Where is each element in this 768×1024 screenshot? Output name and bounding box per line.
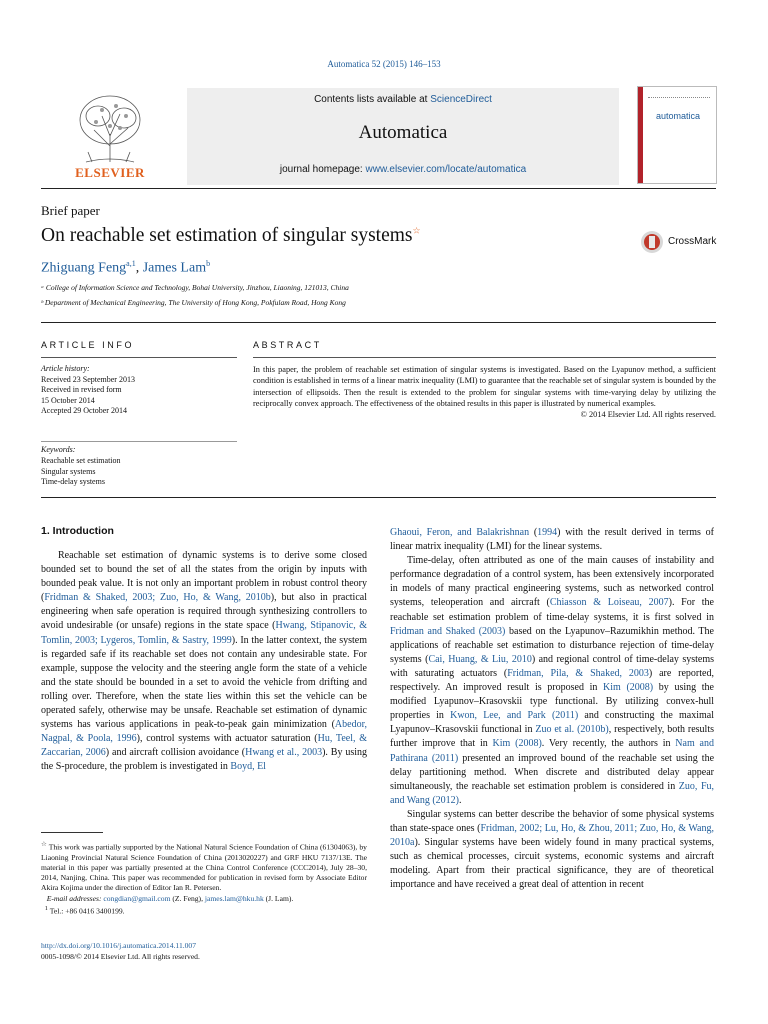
ref-hwang-2003[interactable]: Hwang et al., 2003	[245, 747, 323, 759]
footnotes	[41, 840, 367, 916]
left-column	[41, 549, 367, 775]
keyword-item: Reachable set estimation	[41, 455, 121, 465]
doi-block	[41, 940, 200, 962]
ref-kim[interactable]: Kim (2008)	[603, 682, 654, 694]
abstract	[253, 364, 716, 420]
sciencedirect-link[interactable]: ScienceDirect	[430, 94, 492, 105]
issn-line: 0005-1098/© 2014 Elsevier Ltd. All rights reserved.	[41, 952, 200, 961]
cover-spine	[638, 87, 643, 183]
keyword-item: Singular systems	[41, 466, 96, 476]
homepage-line	[187, 164, 619, 175]
email-feng-name: (Z. Feng),	[170, 893, 205, 903]
ref-kim-2[interactable]: Kim (2008)	[492, 738, 542, 750]
email-lam-link[interactable]: james.lam@hku.hk	[204, 893, 264, 903]
ref-boyd[interactable]: Boyd, El	[230, 761, 266, 773]
abstract-heading: ABSTRACT	[253, 340, 322, 350]
footnote-rule	[41, 832, 103, 833]
abstract-rule	[253, 357, 716, 358]
text-run: based on the Lyapunov–Razumikhin method. The applications of reachable set estimation to disturbance rejection of time-delay systems (	[390, 625, 714, 665]
email-label: E-mail addresses:	[46, 893, 104, 903]
intro-paragraph-2	[390, 554, 714, 808]
text-run: Singular systems can better describe the behavior of some physical systems than state-space ones (	[390, 808, 714, 834]
ref-fridman-zuo[interactable]: Fridman & Shaked, 2003; Zuo, Ho, & Wang, 2010b	[44, 592, 271, 604]
abstract-copyright: © 2014 Elsevier Ltd. All rights reserved.	[580, 410, 716, 420]
keywords	[41, 445, 237, 488]
ref-abedor[interactable]: Abedor, Nagpal, & Poola, 1996	[41, 719, 367, 745]
right-column	[390, 526, 714, 892]
keyword-item: Time-delay systems	[41, 477, 105, 487]
author-separator: ,	[135, 260, 143, 276]
text-run: .	[459, 794, 462, 806]
ref-chiasson[interactable]: Chiasson & Loiseau, 2007	[549, 597, 669, 609]
history-accepted: Accepted 29 October 2014	[41, 406, 127, 415]
ref-hu-teel[interactable]: Hu, Teel, & Zaccarian, 2006	[41, 733, 367, 759]
funding-footnote	[41, 840, 367, 894]
article-title-text: On reachable set estimation of singular systems	[41, 225, 413, 246]
ref-fridman-pila[interactable]: Fridman, Pila, & Shaked, 2003	[507, 667, 649, 679]
ref-kwon[interactable]: Kwon, Lee, and Park (2011)	[450, 710, 579, 722]
contents-line	[187, 94, 619, 105]
doi-link[interactable]: http://dx.doi.org/10.1016/j.automatica.2014.11.007	[41, 941, 197, 950]
text-run: ) with the result derived in terms of linear matrix inequality (LMI) for the linear systems.	[390, 527, 714, 553]
history-label: Article history:	[41, 364, 90, 373]
cover-title: automatica	[656, 111, 701, 121]
history-revised-date: 15 October 2014	[41, 395, 95, 405]
text-run: ). In the latter context, the system is regarded safe if its reachable set does not contain any undesirable state. For example, suppose the velocity and the steering angle form the state of a vehicle and the state should be bounded in a set to avoid the vehicle from drifting and rolling over. Therefore, when the state lies within this set the vehicle can be operated safely, otherwise may be unsafe. Reachable set estimation of dynamic systems has various applications in peak-to-peak gain minimization (	[41, 634, 367, 731]
text-run: Time-delay, often attributed as one of the main causes of instability and performance degradation of a control system, has been extensively incorporated in models of many practical engineering systems, such as networked control systems, teleoperation and aircraft (	[390, 555, 714, 609]
text-run: Reachable set estimation of dynamic systems is to derive some closed bounded set to bound the set of all the states from the origin by inputs with bounded peak value. It is not only an important problem in robust control theory (	[41, 550, 367, 604]
ref-hwang-lygeros[interactable]: Hwang, Stipanovic, & Tomlin, 2003; Lygeros, Tomlin, & Sastry, 1999	[41, 620, 367, 646]
keywords-rule	[41, 441, 237, 442]
title-rule	[41, 322, 716, 323]
history-revised-label: Received in revised form	[41, 385, 122, 394]
journal-citation-link[interactable]: Automatica 52 (2015) 146–153	[327, 59, 441, 69]
front-matter-rule	[41, 497, 716, 498]
journal-cover-thumbnail[interactable]	[637, 86, 717, 184]
article-title	[41, 225, 421, 247]
homepage-link[interactable]: www.elsevier.com/locate/automatica	[365, 164, 527, 175]
title-footnote-mark[interactable]: ☆	[412, 225, 421, 236]
email-footnote	[41, 894, 367, 904]
funding-text: This work was partially supported by the National Natural Science Foundation of China (61304063), by Liaoning Provincial Natural Science Foundation of China (2013020227) and GRF HKU 7137/13E. The material in this paper was partially presented at the China Control Conference (CCC2014), July 28–30, 2014, Nanjing, China. This paper was recommended for publication in revised form by Associate Editor Akira Kojima under the direction of Editor Ian R. Petersen.	[41, 842, 367, 893]
text-run: ), but also in practical engineering when safe operation is required through synthesizing controllers to avoid undesirable (or unsafe) regions in the state space (	[41, 592, 367, 632]
homepage-prefix: journal homepage:	[279, 164, 366, 175]
header-rule	[41, 188, 716, 189]
author-lam-affiliation[interactable]: b	[206, 259, 211, 268]
text-run: (	[529, 527, 538, 538]
ref-zuo-2010b[interactable]: Zuo et al. (2010b)	[535, 724, 609, 736]
ref-1994[interactable]: 1994	[537, 527, 558, 538]
article-history	[41, 364, 237, 417]
text-run: ) are reported, respectively. An improved result is proposed in	[390, 667, 714, 694]
author-feng-affiliation[interactable]: a,1	[126, 259, 136, 268]
tel-footnote	[41, 904, 367, 917]
text-run: and constructing the maximal Lyapunov–Krasovskii functional in	[390, 710, 714, 736]
text-run: ) and aircraft collision avoidance (	[105, 747, 246, 759]
text-run: , respectively, both results further improve that in	[390, 724, 714, 750]
email-lam-name: (J. Lam).	[263, 893, 294, 903]
intro-paragraph-3	[390, 808, 714, 893]
ref-fridman-shaked[interactable]: Fridman and Shaked (2003)	[390, 625, 506, 637]
text-run: ). By using the S-procedure, the problem is investigated in	[41, 747, 368, 773]
text-run: presented an improved bound of the reachable set using the delay partitioning method. When discrete and distributed delay appear simultaneously, the reachable set estimation problem is considered in	[390, 752, 715, 792]
crossmark-label[interactable]: CrossMark	[668, 236, 717, 247]
text-run: ) and regional control of time-delay systems with saturating actuators (	[390, 653, 714, 679]
article-type: Brief paper	[41, 203, 100, 218]
footnote-star: ☆	[41, 841, 47, 848]
tel-mark: 1	[44, 904, 48, 912]
ref-ghaoui[interactable]: Ghaoui, Feron, and Balakrishnan	[390, 527, 530, 538]
ref-cai[interactable]: Cai, Huang, & Liu, 2010	[428, 653, 532, 665]
ref-fridman-lu-zuo[interactable]: Fridman, 2002; Lu, Ho, & Zhou, 2011; Zuo, Ho, & Wang, 2010a	[390, 822, 714, 849]
article-info-rule	[41, 357, 237, 358]
author-feng[interactable]: Zhiguang Feng	[41, 260, 127, 276]
text-run: . Very recently, the authors in	[541, 738, 676, 750]
email-feng-link[interactable]: congdian@gmail.com	[103, 893, 171, 903]
text-run: ). Singular systems have been widely found in many practical systems, such as chemical processes, circuit systems, economic systems and aircraft modeling. Apart from their practical significance, they are of theoretical importance and have received a great deal of attention in recent	[390, 837, 714, 891]
text-run: ), control systems with actuator saturation (	[136, 733, 318, 745]
affiliation-a: ᵃ College of Information Science and Technology, Bohai University, Jinzhou, Liaoning, 121013, China	[41, 283, 349, 292]
tel-text: Tel.: +86 0416 3400199.	[47, 906, 125, 916]
cover-header-lines	[648, 93, 710, 98]
section-heading: 1. Introduction	[41, 525, 114, 537]
ref-zuo-fu[interactable]: Zuo, Fu, and Wang (2012)	[390, 780, 715, 806]
intro-paragraph-continued	[390, 526, 714, 554]
author-lam[interactable]: James Lam	[142, 260, 207, 276]
abstract-body: In this paper, the problem of reachable set estimation of singular systems is investigated. Based on the Lyapunov method, a sufficient condition is established in terms of a linear matrix inequality (LMI) to guarantee that the reachable set of singular system is bounded by the intersection of ellipsoids. Then the result is extended to the problem for singular systems with time-varying delay by utilizing the reciprocally convex approach. The effectiveness of the obtained results in this paper is illustrated by numerical examples.	[253, 365, 716, 408]
ref-nam[interactable]: Nam and Pathirana (2011)	[390, 738, 714, 764]
history-received: Received 23 September 2013	[41, 374, 135, 384]
contents-prefix: Contents lists available at	[314, 94, 431, 105]
journal-name: Automatica	[358, 122, 448, 143]
intro-paragraph-1	[41, 549, 367, 775]
text-run: by using the modified Lyapunov–Krasovskii type functional. By utilizing convex-hull properties in	[390, 682, 714, 722]
author-list	[41, 259, 210, 277]
text-run: ). For the reachable set estimation problem of time-delay systems, it is first solved in	[390, 597, 714, 623]
keywords-label: Keywords:	[41, 445, 76, 454]
affiliation-b: ᵇ Department of Mechanical Engineering, The University of Hong Kong, Pokfulam Road, Hong Kong	[41, 298, 346, 307]
article-info-heading: ARTICLE INFO	[41, 340, 135, 350]
publisher-name: ELSEVIER	[75, 165, 145, 180]
